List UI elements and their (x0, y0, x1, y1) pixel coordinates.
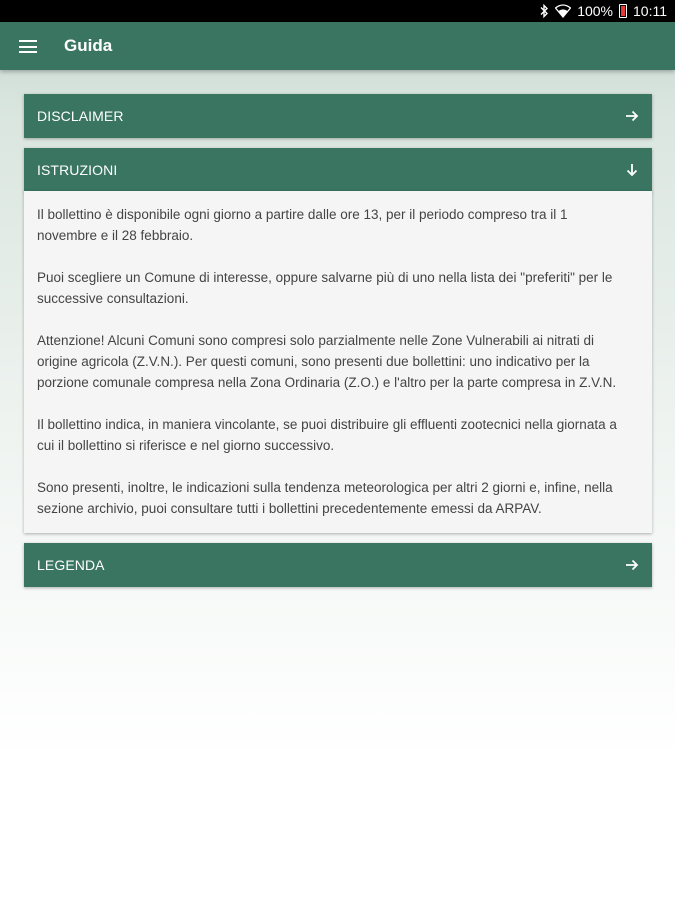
wifi-icon (555, 4, 571, 18)
instruction-paragraph: Attenzione! Alcuni Comuni sono compresi solo parzialmente nelle Zone Vulnerabili ai nitrati di origine agricola (Z.V.N.). Per questi comuni, sono presenti due bollettini: uno indicativo per la porzione comunale compresa nella Zona Ordinaria (Z.O.) e l'altro per la parte compresa in Z.V.N. (37, 333, 617, 390)
arrow-right-icon (624, 557, 640, 573)
instruction-paragraph: Puoi scegliere un Comune di interesse, oppure salvarne più di uno nella lista dei "preferiti" per le successive consultazioni. (37, 270, 613, 306)
legenda-section-header[interactable] (24, 543, 652, 587)
menu-icon[interactable] (19, 40, 37, 53)
instruction-paragraph: Il bollettino indica, in maniera vincolante, se puoi distribuire gli effluenti zootecnici nella giornata a cui il bollettino si riferisce e nel giorno successivo. (37, 417, 617, 453)
disclaimer-section-header[interactable] (24, 94, 652, 138)
clock: 10:11 (633, 3, 667, 19)
istruzioni-content (24, 191, 652, 533)
bluetooth-icon (539, 4, 549, 18)
app-bar (0, 22, 675, 70)
istruzioni-label: ISTRUZIONI (37, 162, 118, 178)
istruzioni-section-header[interactable] (24, 148, 652, 192)
battery-icon (619, 4, 627, 18)
instruction-paragraph: Il bollettino è disponibile ogni giorno a partire dalle ore 13, per il periodo compreso tra il 1 novembre e il 28 febbraio. (37, 207, 568, 243)
legenda-label: LEGENDA (37, 557, 105, 573)
disclaimer-label: DISCLAIMER (37, 108, 124, 124)
arrow-right-icon (624, 108, 640, 124)
status-indicators (539, 0, 667, 22)
instruction-paragraph: Sono presenti, inoltre, le indicazioni sulla tendenza meteorologica per altri 2 giorni e, infine, nella sezione archivio, puoi consultare tutti i bollettini precedentemente emessi da ARPAV. (37, 480, 613, 516)
battery-percentage: 100% (577, 3, 613, 19)
arrow-down-icon (624, 162, 640, 178)
page-title: Guida (64, 36, 113, 55)
status-bar (0, 0, 675, 22)
